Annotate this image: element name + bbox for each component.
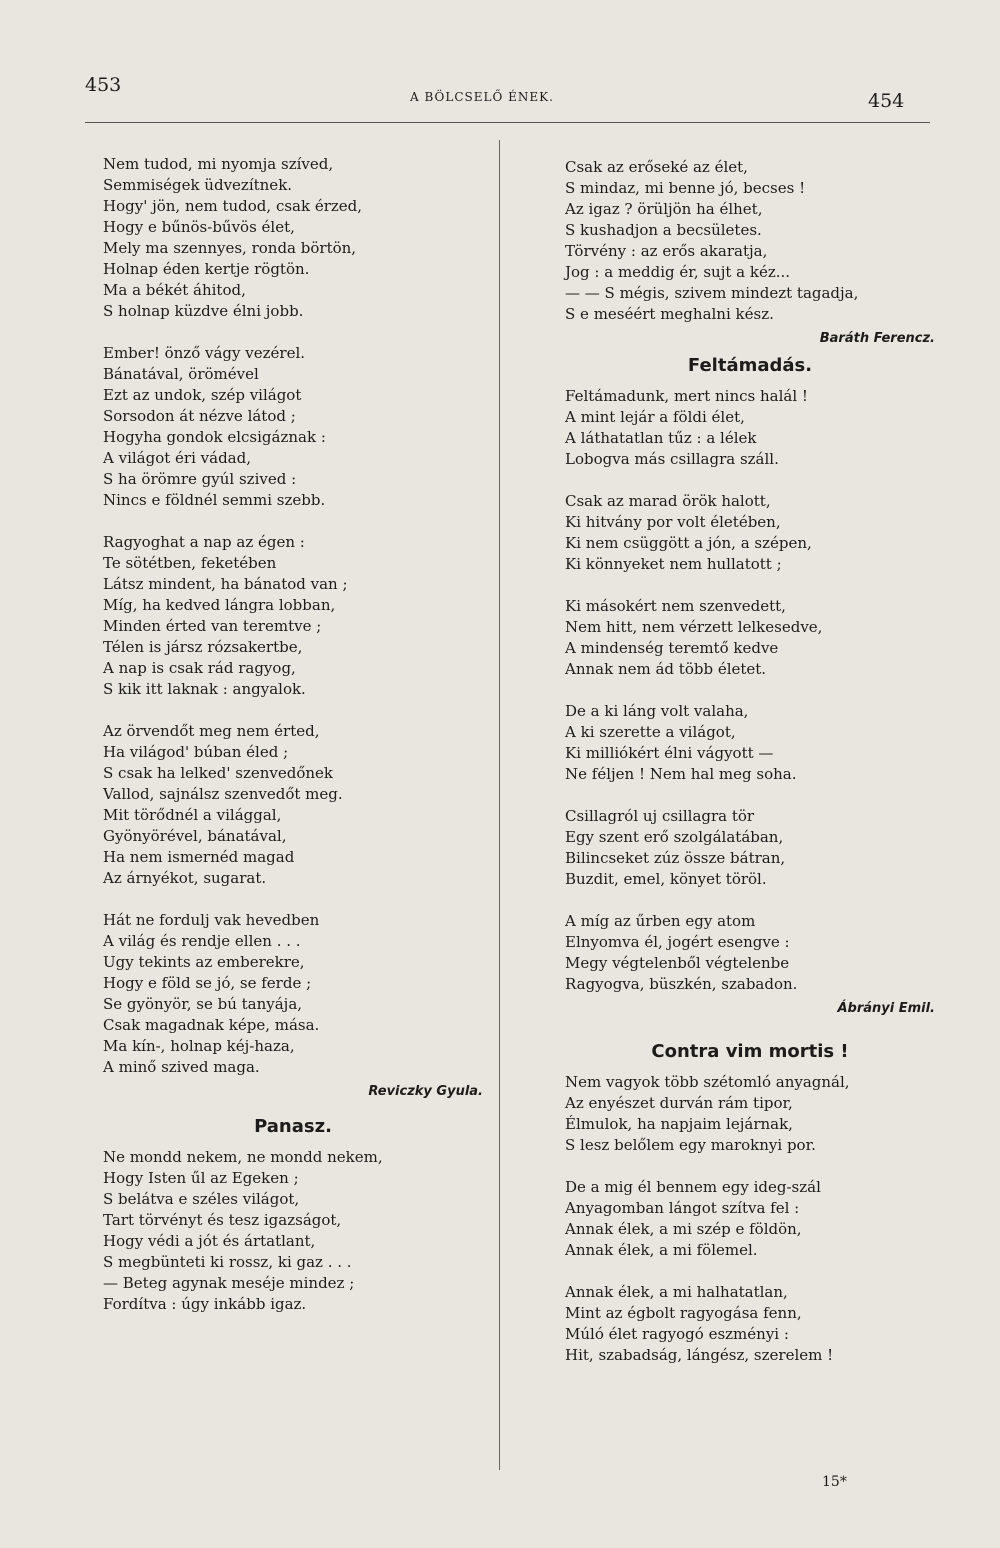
- verse-line: S mindaz, mi benne jó, becses !: [565, 179, 806, 197]
- page-header: [0, 74, 1000, 112]
- verse-line: Minden érted van teremtve ;: [103, 617, 322, 635]
- verse-line: Annak élek, a mi szép e földön,: [565, 1220, 802, 1238]
- stanza: [565, 806, 935, 890]
- stanza: [565, 386, 935, 470]
- stanza: [103, 154, 483, 322]
- stanza: [565, 701, 935, 785]
- verse-line: S lesz belőlem egy maroknyi por.: [565, 1136, 816, 1154]
- verse-line: Ember! önző vágy vezérel.: [103, 344, 306, 362]
- verse-line: Ki milliókért élni vágyott —: [565, 744, 774, 762]
- verse-line: Se gyönyör, se bú tanyája,: [103, 995, 303, 1013]
- verse-line: De a mig él bennem egy ideg-szál: [565, 1178, 821, 1196]
- verse-line: Nem hitt, nem vérzett lelkesedve,: [565, 618, 823, 636]
- verse-line: Ezt az undok, szép világot: [103, 386, 302, 404]
- verse-line: Tart törvényt és tesz igazságot,: [103, 1211, 342, 1229]
- page-number-right: 454: [868, 90, 905, 112]
- verse-line: A minő szived maga.: [103, 1058, 260, 1076]
- verse-line: A mint lejár a földi élet,: [565, 408, 745, 426]
- verse-line: Hogy e bűnös-bűvös élet,: [103, 218, 295, 236]
- verse-line: Annak nem ád több életet.: [565, 660, 767, 678]
- verse-line: Egy szent erő szolgálatában,: [565, 828, 784, 846]
- poem-title: Contra vim mortis !: [651, 1041, 849, 1062]
- verse-line: Törvény : az erős akaratja,: [565, 242, 768, 260]
- verse-line: Jog : a meddig ér, sujt a kéz...: [565, 263, 791, 281]
- verse-line: S holnap küzdve élni jobb.: [103, 302, 304, 320]
- stanza: [103, 532, 483, 700]
- signature-mark: 15*: [822, 1474, 847, 1490]
- verse-line: Hogy védi a jót és ártatlant,: [103, 1232, 316, 1250]
- verse-line: Ha világod' búban éled ;: [103, 743, 289, 761]
- verse-line: A ki szerette a világot,: [565, 723, 736, 741]
- verse-line: Elnyomva él, jogért esengve :: [565, 933, 790, 951]
- stanza: [565, 596, 935, 680]
- verse-line: Csak az marad örök halott,: [565, 492, 771, 510]
- poem-reviczky: [103, 154, 483, 1078]
- verse-line: Csak az erőseké az élet,: [565, 158, 748, 176]
- stanza: [565, 1072, 935, 1156]
- verse-line: S kushadjon a becsületes.: [565, 221, 762, 239]
- verse-line: Feltámadunk, mert nincs halál !: [565, 387, 808, 405]
- verse-line: Látsz mindent, ha bánatod van ;: [103, 575, 348, 593]
- verse-line: S e meséért meghalni kész.: [565, 305, 774, 323]
- verse-line: Az örvendőt meg nem érted,: [103, 722, 320, 740]
- stanza: [103, 721, 483, 889]
- verse-line: A világot éri vádad,: [103, 449, 251, 467]
- verse-line: Vallod, sajnálsz szenvedőt meg.: [103, 785, 343, 803]
- verse-line: Hogy e föld se jó, se ferde ;: [103, 974, 312, 992]
- verse-line: Bilincseket zúz össze bátran,: [565, 849, 786, 867]
- verse-line: Ne féljen ! Nem hal meg soha.: [565, 765, 797, 783]
- stanza: [565, 157, 935, 325]
- poem-author: Baráth Ferencz.: [819, 331, 935, 346]
- verse-line: A nap is csak rád ragyog,: [103, 659, 296, 677]
- verse-line: Ha nem ismernéd magad: [103, 848, 295, 866]
- verse-line: Semmiségek üdvezítnek.: [103, 176, 293, 194]
- verse-line: Ki másokért nem szenvedett,: [565, 597, 786, 615]
- stanza: [565, 1282, 935, 1366]
- verse-line: Ki hitvány por volt életében,: [565, 513, 781, 531]
- verse-line: Ma a békét áhitod,: [103, 281, 246, 299]
- left-column: [103, 154, 483, 1315]
- verse-line: Annak élek, a mi halhatatlan,: [565, 1283, 788, 1301]
- verse-line: A mindenség teremtő kedve: [565, 639, 779, 657]
- stanza: [565, 491, 935, 575]
- verse-line: S belátva e széles világot,: [103, 1190, 300, 1208]
- verse-line: Megy végtelenből végtelenbe: [565, 954, 790, 972]
- verse-line: A világ és rendje ellen . . .: [103, 932, 301, 950]
- verse-line: Hát ne fordulj vak hevedben: [103, 911, 320, 929]
- column-divider: [499, 140, 500, 1470]
- verse-line: De a ki láng volt valaha,: [565, 702, 749, 720]
- verse-line: Télen is jársz rózsakertbe,: [103, 638, 303, 656]
- stanza: [565, 911, 935, 995]
- poem-author: Reviczky Gyula.: [368, 1084, 483, 1099]
- verse-line: Bánatával, örömével: [103, 365, 259, 383]
- stanza: [103, 910, 483, 1078]
- stanza: [565, 1177, 935, 1261]
- poem-contra-vim-mortis: [565, 1072, 935, 1366]
- stanza: [103, 1147, 483, 1315]
- verse-line: Az enyészet durván rám tipor,: [565, 1094, 793, 1112]
- verse-line: Te sötétben, feketében: [103, 554, 277, 572]
- poem-feltamadas: [565, 386, 935, 995]
- poem-title: Feltámadás.: [687, 355, 813, 376]
- verse-line: Ne mondd nekem, ne mondd nekem,: [103, 1148, 383, 1166]
- verse-line: Sorsodon át nézve látod ;: [103, 407, 296, 425]
- verse-line: Ragyogva, büszkén, szabadon.: [565, 975, 798, 993]
- verse-line: Csillagról uj csillagra tör: [565, 807, 755, 825]
- verse-line: Ki könnyeket nem hullatott ;: [565, 555, 782, 573]
- verse-line: S csak ha lelked' szenvedőnek: [103, 764, 333, 782]
- verse-line: Mely ma szennyes, ronda börtön,: [103, 239, 357, 257]
- verse-line: Ki nem csüggött a jón, a szépen,: [565, 534, 812, 552]
- poem-author: Ábrányi Emil.: [837, 1001, 935, 1016]
- verse-line: Ugy tekints az emberekre,: [103, 953, 305, 971]
- verse-line: Hit, szabadság, lángész, szerelem !: [565, 1346, 834, 1364]
- verse-line: S kik itt laknak : angyalok.: [103, 680, 306, 698]
- verse-line: Hogy Isten űl az Egeken ;: [103, 1169, 299, 1187]
- poem-panasz: [103, 1147, 483, 1315]
- poem-panasz-continued: [565, 157, 935, 325]
- verse-line: A míg az űrben egy atom: [565, 912, 756, 930]
- verse-line: — Beteg agynak meséje mindez ;: [103, 1274, 355, 1292]
- verse-line: Mit törődnél a világgal,: [103, 806, 282, 824]
- verse-line: Hogy' jön, nem tudod, csak érzed,: [103, 197, 363, 215]
- page-number-left: 453: [85, 74, 122, 96]
- verse-line: Az igaz ? örüljön ha élhet,: [565, 200, 763, 218]
- verse-line: S ha örömre gyúl szived :: [103, 470, 297, 488]
- verse-line: Hogyha gondok elcsigáznak :: [103, 428, 326, 446]
- right-column: [565, 157, 935, 1366]
- verse-line: Ragyoghat a nap az égen :: [103, 533, 305, 551]
- verse-line: Annak élek, a mi fölemel.: [565, 1241, 758, 1259]
- running-title: A BÖLCSELŐ ÉNEK.: [410, 90, 554, 104]
- verse-line: Holnap éden kertje rögtön.: [103, 260, 310, 278]
- verse-line: Mint az égbolt ragyogása fenn,: [565, 1304, 802, 1322]
- verse-line: Csak magadnak képe, mása.: [103, 1016, 320, 1034]
- verse-line: Lobogva más csillagra száll.: [565, 450, 779, 468]
- verse-line: Nem vagyok több szétomló anyagnál,: [565, 1073, 850, 1091]
- verse-line: Élmulok, ha napjaim lejárnak,: [565, 1115, 793, 1133]
- verse-line: Gyönyörével, bánatával,: [103, 827, 287, 845]
- verse-line: Míg, ha kedved lángra lobban,: [103, 596, 336, 614]
- verse-line: A láthatatlan tűz : a lélek: [565, 429, 757, 447]
- verse-line: Nincs e földnél semmi szebb.: [103, 491, 326, 509]
- verse-line: Anyagomban lángot szítva fel :: [565, 1199, 800, 1217]
- verse-line: Ma kín-, holnap kéj-haza,: [103, 1037, 295, 1055]
- stanza: [103, 343, 483, 511]
- verse-line: Az árnyékot, sugarat.: [103, 869, 267, 887]
- poem-title: Panasz.: [254, 1116, 332, 1137]
- verse-line: — — S mégis, szivem mindezt tagadja,: [565, 284, 859, 302]
- verse-line: Buzdit, emel, könyet töröl.: [565, 870, 767, 888]
- verse-line: S megbünteti ki rossz, ki gaz . . .: [103, 1253, 352, 1271]
- verse-line: Nem tudod, mi nyomja szíved,: [103, 155, 334, 173]
- header-rule: [85, 122, 930, 123]
- verse-line: Múló élet ragyogó eszményi :: [565, 1325, 789, 1343]
- verse-line: Fordítva : úgy inkább igaz.: [103, 1295, 307, 1313]
